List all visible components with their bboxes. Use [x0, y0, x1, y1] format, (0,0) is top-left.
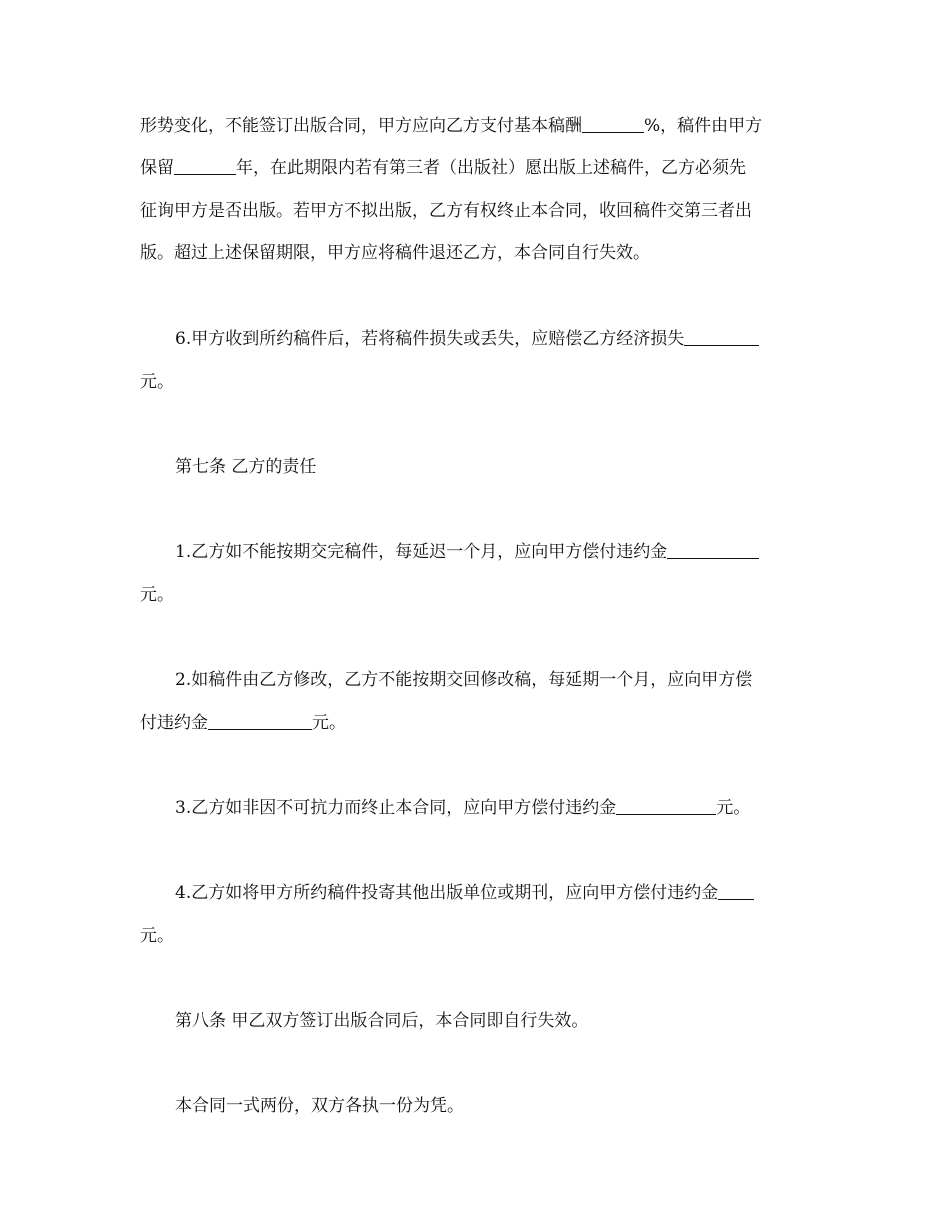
closing-clause: 本合同一式两份，双方各执一份为凭。 [175, 1096, 464, 1116]
text-segment: %，稿件由甲方 [644, 116, 763, 136]
paragraph-line: 版。超过上述保留期限，甲方应将稿件退还乙方，本合同自行失效。 [140, 243, 650, 263]
text-segment: 年，在此期限内若有第三者（出版社）愿出版上述稿件，乙方必须先 [236, 158, 746, 178]
text-segment: 1.乙方如不能按期交完稿件，每延迟一个月，应向甲方偿付违约金 [175, 542, 668, 562]
fill-blank [208, 711, 312, 730]
paragraph-line [175, 327, 865, 351]
paragraph-line [175, 796, 865, 820]
paragraph-line [175, 881, 865, 905]
paragraph-line: 元。 [140, 585, 174, 605]
paragraph-line [140, 114, 830, 138]
text-segment: 元。 [312, 713, 346, 733]
fill-blank [616, 796, 716, 815]
text-segment: 形势变化，不能签订出版合同，甲方应向乙方支付基本稿酬 [140, 116, 582, 136]
paragraph-line [140, 156, 830, 180]
fill-blank [684, 327, 759, 346]
paragraph-line: 征询甲方是否出版。若甲方不拟出版，乙方有权终止本合同，收回稿件交第三者出 [140, 201, 752, 221]
article-eight: 第八条 甲乙双方签订出版合同后，本合同即自行失效。 [175, 1011, 589, 1031]
article-heading: 第七条 乙方的责任 [175, 457, 317, 477]
fill-blank [582, 114, 644, 133]
text-segment: 3.乙方如非因不可抗力而终止本合同，应向甲方偿付违约金 [175, 798, 617, 818]
paragraph-line [175, 540, 865, 564]
text-segment: 4.乙方如将甲方所约稿件投寄其他出版单位或期刊，应向甲方偿付违约金 [175, 883, 719, 903]
text-segment: 6.甲方收到所约稿件后，若将稿件损失或丢失，应赔偿乙方经济损失 [175, 329, 685, 349]
text-segment: 元。 [716, 798, 751, 818]
fill-blank [174, 156, 236, 175]
text-segment: 保留 [140, 158, 174, 178]
fill-blank [667, 540, 759, 559]
paragraph-line [140, 711, 830, 735]
text-segment: 付违约金 [140, 713, 208, 733]
fill-blank [718, 881, 754, 900]
paragraph-line: 元。 [140, 926, 174, 946]
paragraph-line: 2.如稿件由乙方修改，乙方不能按期交回修改稿，每延期一个月，应向甲方偿 [175, 670, 753, 690]
paragraph-line: 元。 [140, 372, 174, 392]
